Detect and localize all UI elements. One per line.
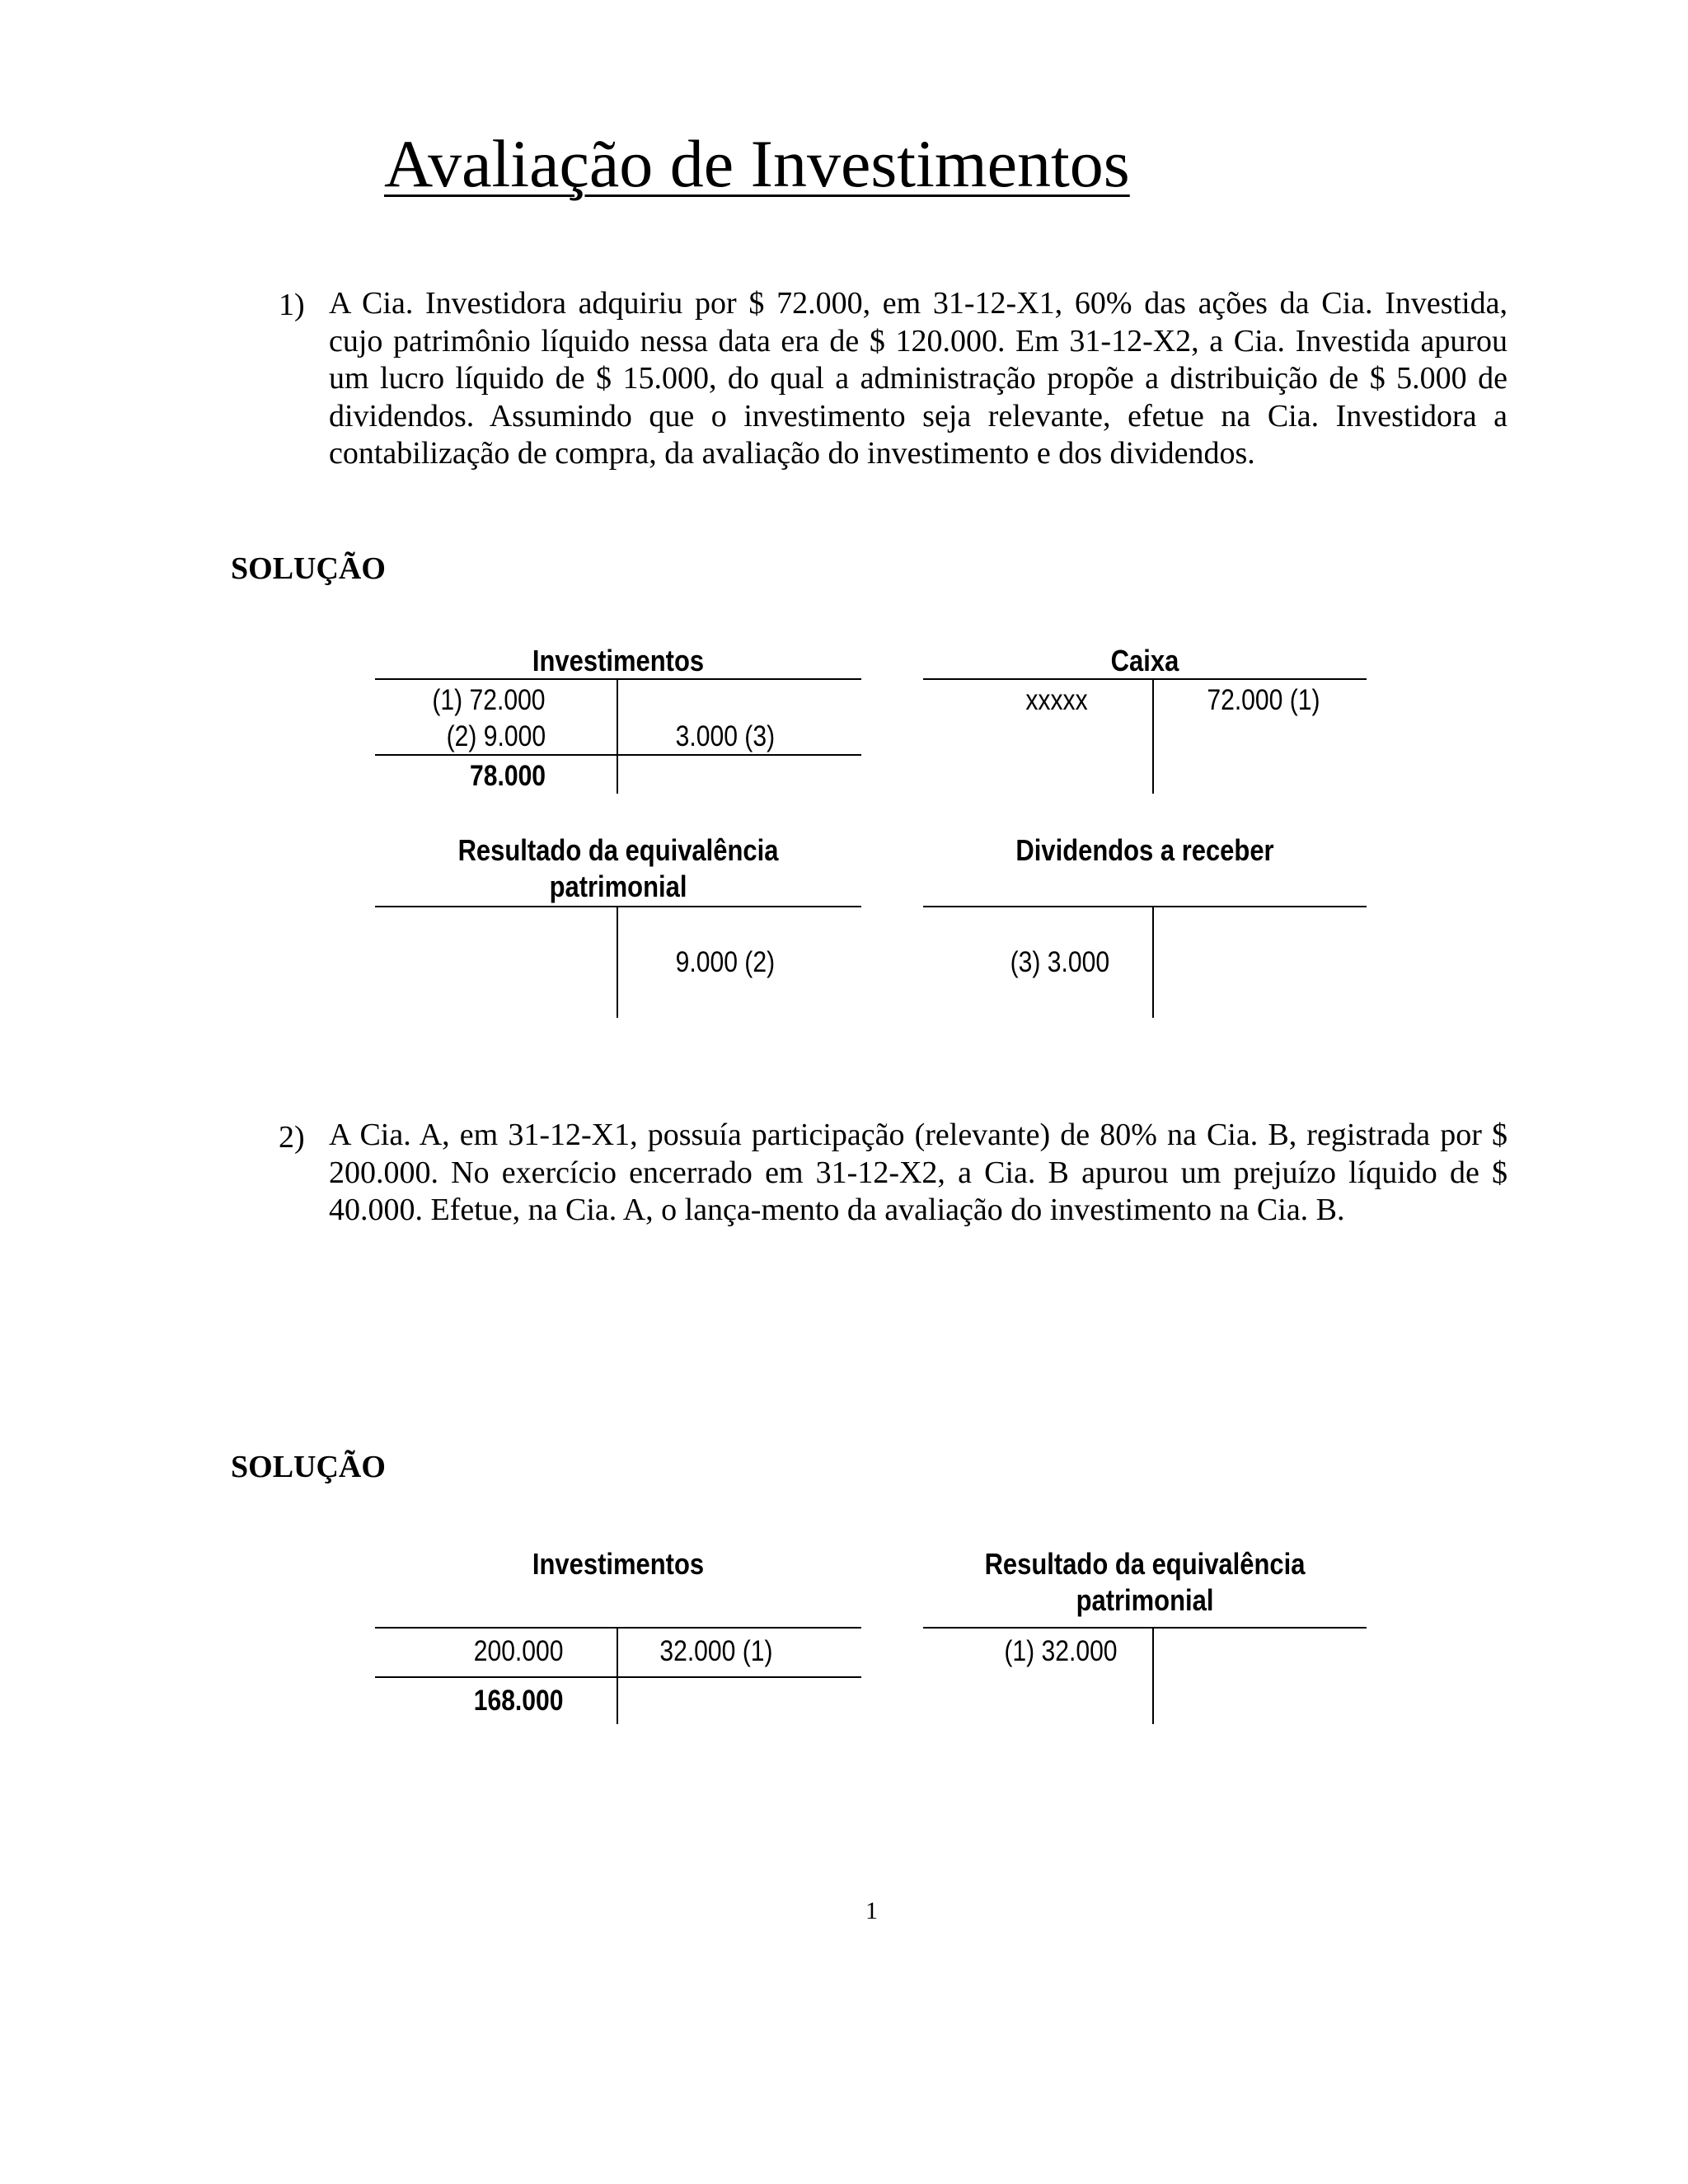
- q1-dividendos-debit-1: (3) 3.000: [1010, 946, 1109, 978]
- q2-investimentos-balance-line: [375, 1676, 861, 1678]
- question-1-number: 1): [279, 288, 305, 322]
- q1-resultado-title: [409, 832, 827, 905]
- q2-investimentos-credit-1: 32.000 (1): [659, 1635, 773, 1667]
- q2-resultado-top-line: [923, 1627, 1367, 1629]
- q1-investimentos-balance: 78.000: [469, 760, 546, 792]
- q2-resultado-debit-1: (1) 32.000: [1004, 1635, 1118, 1667]
- q2-resultado-title: [954, 1546, 1336, 1619]
- q2-investimentos-balance: 168.000: [474, 1685, 564, 1717]
- solution-1-label: SOLUÇÃO: [231, 551, 386, 586]
- q2-resultado-title-line2: patrimonial: [1076, 1583, 1214, 1617]
- q1-investimentos-debit-1: (1) 72.000: [432, 684, 546, 716]
- q1-resultado-top-line: [375, 906, 861, 907]
- q1-investimentos-divider: [617, 678, 618, 794]
- q1-dividendos-top-line: [923, 906, 1367, 907]
- solution-2-label: SOLUÇÃO: [231, 1450, 386, 1484]
- q1-caixa-divider: [1152, 678, 1154, 794]
- q1-investimentos-balance-line: [375, 754, 861, 756]
- q1-investimentos-credit-1: 3.000 (3): [675, 720, 775, 752]
- q1-resultado-credit-1: 9.000 (2): [675, 946, 775, 978]
- question-1-text: A Cia. Investidora adquiriu por $ 72.000, em 31-12-X1, 60% das ações da Cia. Investida, cujo patrimônio líquido nessa data era de $ 120.000. Em 31-12-X2, a Cia. Investida apurou um lucro líquido de $ 15.000, do qual a administração propõe a distribuição de $ 5.000 de dividendos. Assumindo que o investimento seja relevante, efetue na Cia. Investidora a contabilização de compra, da avaliação do investimento e dos dividendos.: [329, 286, 1507, 471]
- q1-investimentos-title: Investimentos: [532, 644, 705, 677]
- q1-investimentos-top-line: [375, 678, 861, 680]
- q1-dividendos-title: Dividendos a receber: [1015, 833, 1274, 867]
- page-title: Avaliação de Investimentos: [384, 126, 1130, 201]
- q1-dividendos-divider: [1152, 906, 1154, 1018]
- q1-resultado-divider: [617, 906, 618, 1018]
- q2-investimentos-debit-1: 200.000: [474, 1635, 564, 1667]
- q2-resultado-divider: [1152, 1627, 1154, 1724]
- question-2-number: 2): [279, 1120, 305, 1155]
- q1-investimentos-debit-2: (2) 9.000: [446, 720, 546, 752]
- q1-resultado-title-line1: Resultado da equivalência: [457, 833, 779, 867]
- question-2-text: A Cia. A, em 31-12-X1, possuía participação (relevante) de 80% na Cia. B, registrada por $ 200.000. No exercício encerrado em 31-12-X2, a Cia. B apurou um prejuízo líquido de $ 40.000. Efetue, na Cia. A, o lança-mento da avaliação do investimento na Cia. B.: [329, 1118, 1507, 1228]
- q1-caixa-credit-1: 72.000 (1): [1207, 684, 1320, 716]
- q2-resultado-title-line1: Resultado da equivalência: [984, 1547, 1306, 1581]
- q1-resultado-title-line2: patrimonial: [549, 869, 687, 903]
- q1-caixa-top-line: [923, 678, 1367, 680]
- q2-investimentos-top-line: [375, 1627, 861, 1629]
- q1-caixa-debit-1: xxxxx: [1025, 684, 1088, 716]
- page-number: 1: [865, 1897, 878, 1924]
- q1-caixa-title: Caixa: [1110, 644, 1179, 677]
- q2-investimentos-divider: [617, 1627, 618, 1724]
- q2-investimentos-title: Investimentos: [532, 1547, 705, 1581]
